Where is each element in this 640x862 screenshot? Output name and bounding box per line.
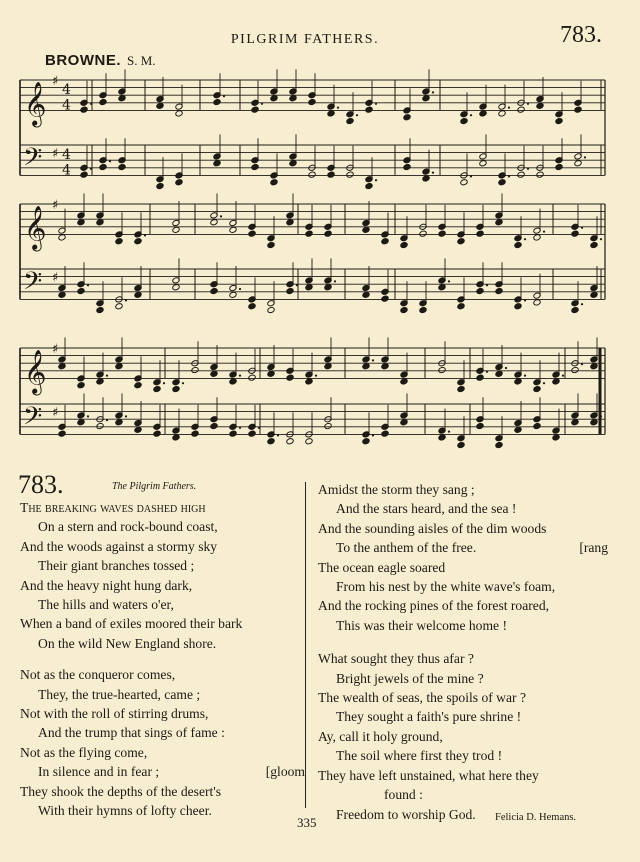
note-head xyxy=(476,423,484,430)
note-head xyxy=(210,370,218,377)
page-hymn-number: 783. xyxy=(560,22,602,48)
note-head xyxy=(438,367,446,374)
dot xyxy=(239,288,241,290)
dot xyxy=(261,103,263,105)
note-head xyxy=(362,363,370,370)
note-head xyxy=(115,363,123,370)
note-head xyxy=(229,291,237,298)
note-head xyxy=(571,367,579,374)
verse-line: The breaking waves dashed high xyxy=(20,500,206,515)
note-head xyxy=(403,114,411,121)
note-head xyxy=(213,160,221,167)
note-head xyxy=(324,423,332,430)
verse-line: And the woods against a stormy sky xyxy=(20,538,218,554)
note-head xyxy=(571,307,579,314)
dot xyxy=(581,363,583,365)
note-head xyxy=(457,442,465,449)
note-head xyxy=(381,238,389,245)
note-head xyxy=(324,230,332,237)
note-head xyxy=(289,160,297,167)
dot xyxy=(508,175,510,177)
note-head xyxy=(77,419,85,426)
note-head xyxy=(156,183,164,190)
note-head xyxy=(58,291,66,298)
verse-line: They sought a faith's pure shrine ! xyxy=(336,709,522,725)
note-head xyxy=(365,183,373,190)
note-head xyxy=(210,288,218,295)
note-head xyxy=(476,288,484,295)
treble-clef-icon: 𝄞 xyxy=(24,349,47,394)
note-head xyxy=(346,118,354,125)
verse-line: Their giant branches tossed ; xyxy=(38,558,195,574)
note-head xyxy=(77,382,85,389)
dot xyxy=(486,371,488,373)
note-head xyxy=(80,106,88,113)
dot xyxy=(223,95,225,97)
note-head xyxy=(229,430,237,437)
note-head xyxy=(324,284,332,291)
verse-line: Amidst the storm they sang ; xyxy=(318,482,475,497)
note-head xyxy=(327,110,335,117)
page-number: 335 xyxy=(297,815,317,830)
key-signature-sharp: ♯ xyxy=(52,342,59,357)
note-head xyxy=(438,434,446,441)
note-head xyxy=(495,219,503,226)
note-head xyxy=(99,99,107,106)
note-head xyxy=(514,303,522,310)
column-divider xyxy=(305,482,306,808)
dot xyxy=(182,382,184,384)
note-head xyxy=(175,110,183,117)
note-head xyxy=(248,303,256,310)
dot xyxy=(524,375,526,377)
dot xyxy=(432,172,434,174)
note-head xyxy=(305,378,313,385)
dot xyxy=(600,238,602,240)
note-head xyxy=(289,95,297,102)
key-signature-sharp: ♯ xyxy=(52,198,59,213)
note-head xyxy=(574,160,582,167)
note-head xyxy=(403,164,411,171)
note-head xyxy=(270,95,278,102)
verse-line: Freedom to worship God. xyxy=(336,806,476,822)
note-head xyxy=(476,230,484,237)
note-head xyxy=(77,288,85,295)
note-head xyxy=(419,230,427,237)
note-head xyxy=(267,370,275,377)
note-head xyxy=(327,171,335,178)
dot xyxy=(106,419,108,421)
note-head xyxy=(156,102,164,109)
dot xyxy=(109,160,111,162)
dot xyxy=(486,284,488,286)
note-head xyxy=(536,102,544,109)
note-head xyxy=(590,363,598,370)
dot xyxy=(144,234,146,236)
note-head xyxy=(533,299,541,306)
key-signature-sharp: ♯ xyxy=(52,405,59,421)
right-column-verses xyxy=(318,480,608,824)
note-head xyxy=(533,386,541,393)
note-head xyxy=(58,234,66,241)
dot xyxy=(432,91,434,93)
note-head xyxy=(248,430,256,437)
note-head xyxy=(134,238,142,245)
note-head xyxy=(210,219,218,226)
note-head xyxy=(96,423,104,430)
note-head xyxy=(533,234,541,241)
note-head xyxy=(517,171,525,178)
note-head xyxy=(96,378,104,385)
note-head xyxy=(172,226,180,233)
dot xyxy=(543,382,545,384)
verse-line: And the rocking pines of the forest roared, xyxy=(318,598,550,614)
note-head xyxy=(286,374,294,381)
verse-line: And the stars heard, and the sea ! xyxy=(336,501,517,517)
note-head xyxy=(460,179,468,186)
hymn-title: The Pilgrim Fathers. xyxy=(112,481,197,492)
note-head xyxy=(517,106,525,113)
note-head xyxy=(574,106,582,113)
verse-line: They shook the depths of the desert's xyxy=(20,783,222,799)
dot xyxy=(448,431,450,433)
verse-line: On a stern and rock-bound coast, xyxy=(38,519,218,535)
dot xyxy=(87,284,89,286)
dot xyxy=(239,375,241,377)
dot xyxy=(584,156,586,158)
dot xyxy=(356,114,358,116)
note-head xyxy=(210,423,218,430)
dot xyxy=(524,238,526,240)
dot xyxy=(334,280,336,282)
note-head xyxy=(118,95,126,102)
note-head xyxy=(58,430,66,437)
note-head xyxy=(422,95,430,102)
dot xyxy=(87,415,89,417)
author-credit: Felicia D. Hemans. xyxy=(495,812,577,823)
note-head xyxy=(286,288,294,295)
verse-line: On the wild New England shore. xyxy=(38,635,217,651)
note-head xyxy=(457,303,465,310)
note-head xyxy=(457,386,465,393)
note-head xyxy=(422,175,430,182)
note-head xyxy=(191,430,199,437)
dot xyxy=(277,434,279,436)
dot xyxy=(220,215,222,217)
dot xyxy=(375,103,377,105)
verse-line: The hills and waters o'er, xyxy=(38,597,174,613)
dot xyxy=(125,299,127,301)
note-head xyxy=(498,110,506,117)
time-signature-top: 4 xyxy=(62,147,71,164)
note-head xyxy=(270,179,278,186)
note-head xyxy=(286,438,294,445)
note-head xyxy=(308,171,316,178)
note-head xyxy=(381,430,389,437)
verse-line: They have left unstained, what here they xyxy=(318,767,539,783)
note-head xyxy=(346,171,354,178)
note-head xyxy=(514,426,522,433)
note-head xyxy=(153,386,161,393)
verse-line: The soil where first they trod ! xyxy=(336,748,503,764)
note-head xyxy=(118,164,126,171)
dot xyxy=(581,303,583,305)
note-head xyxy=(514,378,522,385)
note-head xyxy=(305,284,313,291)
left-column-verses xyxy=(20,498,305,821)
dot xyxy=(163,382,165,384)
note-head xyxy=(438,284,446,291)
dot xyxy=(125,415,127,417)
note-head xyxy=(555,118,563,125)
note-head xyxy=(381,363,389,370)
note-head xyxy=(134,426,142,433)
note-head xyxy=(381,295,389,302)
note-head xyxy=(308,99,316,106)
dot xyxy=(239,427,241,429)
note-head xyxy=(514,242,522,249)
note-head xyxy=(175,179,183,186)
dot xyxy=(372,359,374,361)
note-head xyxy=(362,291,370,298)
dot xyxy=(470,114,472,116)
verse-line: When a band of exiles moored their bark xyxy=(20,616,243,632)
dot xyxy=(470,175,472,177)
verse-line: From his nest by the white wave's foam, xyxy=(336,579,556,595)
note-head xyxy=(552,378,560,385)
note-head xyxy=(495,370,503,377)
note-head xyxy=(495,442,503,449)
note-head xyxy=(476,374,484,381)
note-head xyxy=(571,230,579,237)
note-head xyxy=(400,419,408,426)
verse-line: And the heavy night hung dark, xyxy=(20,577,193,593)
note-head xyxy=(99,164,107,171)
tune-name: BROWNE. xyxy=(45,52,121,69)
note-head xyxy=(590,291,598,298)
note-head xyxy=(96,307,104,314)
bass-clef-icon: 𝄢 xyxy=(23,401,43,437)
note-head xyxy=(251,106,259,113)
note-head xyxy=(479,110,487,117)
note-head xyxy=(400,378,408,385)
verse-line: Not as the flying come, xyxy=(20,744,148,760)
key-signature-sharp: ♯ xyxy=(52,146,59,162)
tune-meter: S. M. xyxy=(127,53,156,68)
note-head xyxy=(400,242,408,249)
verse-line: What sought they thus afar ? xyxy=(318,651,474,667)
note-head xyxy=(536,171,544,178)
note-head xyxy=(229,226,237,233)
note-head xyxy=(365,106,373,113)
note-head xyxy=(552,434,560,441)
note-head xyxy=(77,219,85,226)
note-head xyxy=(460,118,468,125)
dot xyxy=(375,179,377,181)
note-head xyxy=(229,378,237,385)
key-signature-sharp: ♯ xyxy=(52,270,59,286)
note-head xyxy=(498,179,506,186)
running-title: PILGRIM FATHERS. xyxy=(230,32,380,47)
note-head xyxy=(251,164,259,171)
hymn-number: 783. xyxy=(18,470,64,499)
verse-line: The ocean eagle soared xyxy=(318,559,446,575)
verse-line: Not with the roll of stirring drums, xyxy=(20,706,209,722)
time-signature-bottom: 4 xyxy=(62,97,71,114)
note-head xyxy=(571,419,579,426)
note-head xyxy=(267,307,275,314)
verse-line: With their hymns of lofty cheer. xyxy=(38,803,212,819)
note-head xyxy=(191,367,199,374)
note-head xyxy=(267,438,275,445)
dot xyxy=(508,107,510,109)
verse-line: Bright jewels of the mine ? xyxy=(336,670,484,686)
note-head xyxy=(115,238,123,245)
note-head xyxy=(172,434,180,441)
verse-line: Ay, call it holy ground, xyxy=(318,728,443,744)
dot xyxy=(448,280,450,282)
dot xyxy=(562,375,564,377)
note-head xyxy=(305,230,313,237)
note-head xyxy=(248,374,256,381)
note-head xyxy=(555,164,563,171)
note-head xyxy=(115,303,123,310)
verse-line: And the trump that sings of fame : xyxy=(38,725,225,741)
dot xyxy=(524,299,526,301)
note-head xyxy=(495,288,503,295)
dot xyxy=(527,103,529,105)
dot xyxy=(505,367,507,369)
note-head xyxy=(286,219,294,226)
note-head xyxy=(134,382,142,389)
note-head xyxy=(213,99,221,106)
verse-line: And the sounding aisles of the dim woods xyxy=(318,520,547,536)
note-head xyxy=(58,363,66,370)
treble-clef-icon: 𝄞 xyxy=(24,81,47,126)
dot xyxy=(315,375,317,377)
bass-clef-icon: 𝄢 xyxy=(23,266,43,302)
time-signature-bottom: 4 xyxy=(62,162,71,179)
verse-line: The wealth of seas, the spoils of war ? xyxy=(318,690,526,706)
note-head xyxy=(400,307,408,314)
verse-line: They, the true-hearted, came ; xyxy=(38,686,201,702)
dot xyxy=(527,168,529,170)
bass-clef-icon: 𝄢 xyxy=(23,142,43,178)
dot xyxy=(543,231,545,233)
note-head xyxy=(115,419,123,426)
note-head xyxy=(305,438,313,445)
note-head xyxy=(80,171,88,178)
dot xyxy=(372,434,374,436)
note-head xyxy=(248,230,256,237)
verse-line: In silence and in fear ; [gloom xyxy=(38,764,305,780)
note-head xyxy=(267,242,275,249)
dot xyxy=(337,107,339,109)
verse-line: Not as the conqueror comes, xyxy=(20,667,176,683)
dot xyxy=(106,375,108,377)
note-head xyxy=(457,238,465,245)
verse-line: This was their welcome home ! xyxy=(336,617,508,633)
note-head xyxy=(438,230,446,237)
dot xyxy=(581,227,583,229)
verse-line: To the anthem of the free. [rang xyxy=(336,540,608,556)
verse-line: found : xyxy=(384,787,423,803)
time-signature-top: 4 xyxy=(62,82,71,99)
note-head xyxy=(172,284,180,291)
note-head xyxy=(172,386,180,393)
note-head xyxy=(479,160,487,167)
key-signature-sharp: ♯ xyxy=(52,74,59,89)
note-head xyxy=(362,438,370,445)
treble-clef-icon: 𝄞 xyxy=(24,205,47,250)
note-head xyxy=(153,430,161,437)
note-head xyxy=(134,291,142,298)
note-head xyxy=(96,219,104,226)
note-head xyxy=(533,423,541,430)
note-head xyxy=(324,363,332,370)
note-head xyxy=(419,307,427,314)
note-head xyxy=(590,242,598,249)
note-head xyxy=(590,419,598,426)
note-head xyxy=(362,226,370,233)
